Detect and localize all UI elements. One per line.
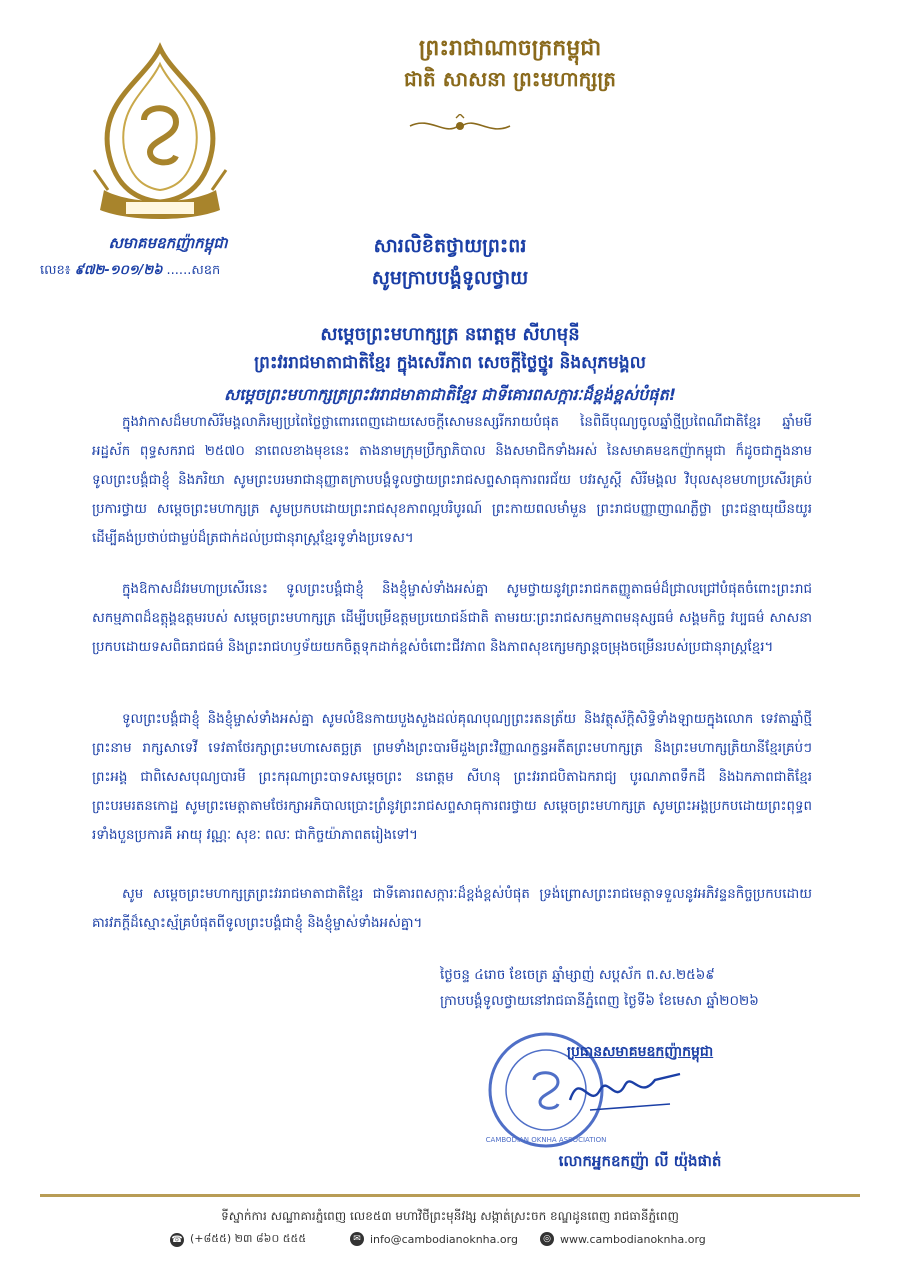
globe-icon: ◎ — [540, 1232, 554, 1246]
email-address[interactable]: info@cambodianoknha.org — [370, 1232, 518, 1246]
document-subtitle: សូមក្រាបបង្គំទូលថ្វាយ — [371, 267, 529, 289]
national-motto: ជាតិ សាសនា ព្រះមហាក្សត្រ — [404, 67, 616, 91]
body-paragraph-2: ក្នុងឱកាសដ៏វរមហាប្រសើរនេះ ទូលព្រះបង្គំជាខ្ញុំ និងខ្ញុំម្ចាស់ទាំងអស់គ្នា សូមថ្វាយនូវព្រះរាជកតញ្ញូតាធម៌ដ៏ជ្រាលជ្រៅបំផុតចំពោះព្រះរាជសកម្មភាពដ៏ឧត្ដុង្គឧត្ដមរបស់ សម្ដេចព្រះមហាក្សត្រ ដើម្បីបម្រើឧត្ដមប្រយោជន៍ជាតិ តាមរយៈព្រះរាជសកម្មភាពមនុស្សធម៌ សង្គមកិច្ច វប្បធម៌ សាសនា ប្រកបដោយទសពិធរាជធម៌ និងព្រះរាជហឫទ័យយកចិត្តទុកដាក់ខ្ពស់ចំពោះជីវភាព និងភាពសុខក្សេមក្សាន្តចម្រុងចម្រើនរបស់ប្រជានុរាស្ត្រខ្មែរ។ — [92, 582, 812, 655]
signatory-name: លោកអ្នកឧកញ៉ា លី យ៉ុងផាត់ — [558, 1152, 722, 1170]
website-url[interactable]: www.cambodianoknha.org — [560, 1232, 706, 1246]
body-paragraph-3: ទូលព្រះបង្គំជាខ្ញុំ និងខ្ញុំម្ចាស់ទាំងអស់គ្នា សូមលំឱនកាយបួងសួងដល់គុណបុណ្យព្រះរតនត្រ័យ និងវត្ថុស័ក្ដិសិទ្ធិទាំងឡាយក្នុងលោក ទេវតាឆ្នាំថ្មីព្រះនាម រាក្សសាទេវី ទេវតាថែរក្សាព្រះមហាសេតច្ឆត្រ ព្រមទាំងព្រះបារមីដួងព្រះវិញ្ញាណក្ខន្ធអតីតព្រះមហាក្សត្រ និងព្រះមហាក្សត្រិយានីខ្មែរគ្រប់ៗព្រះអង្គ ជាពិសេសបុណ្យបារមី ព្រះករុណាព្រះបាទសម្ដេចព្រះ នរោត្តម សីហនុ ព្រះវររាជបិតាឯករាជ្យ បូរណភាពទឹកដី និងឯកភាពជាតិខ្មែរ ព្រះបរមរតនកោដ្ឋ សូមព្រះមេត្តាតាមថែរក្សាអភិបាលប្រោះព្រំនូវព្រះរាជសព្ទសាធុការពរថ្វាយ សម្ដេចព្រះមហាក្សត្រ សូមព្រះអង្គប្រកបដោយព្រះពុទ្ធពរទាំងបួនប្រការគឺ អាយុ វណ្ណៈ សុខៈ ពលៈ ជាកិច្ចយ៉ាភាពតរៀងទៅ។ — [92, 712, 812, 843]
reference-suffix: សឧក — [191, 263, 221, 278]
handwritten-signature-icon — [560, 1060, 700, 1120]
phone-number: (+៨៥៥) ២៣ ៨៦០ ៥៥៥ — [190, 1232, 307, 1245]
website-contact[interactable] — [540, 1232, 706, 1246]
ornament-icon — [400, 114, 520, 138]
phone-contact — [170, 1232, 306, 1248]
recipient-line-2: ព្រះវររាជមាតាជាតិខ្មែរ ក្នុងសេរីភាព សេចក្ដីថ្លៃថ្នូរ និងសុភមង្គល — [254, 353, 646, 373]
footer-divider — [40, 1194, 860, 1197]
kingdom-title: ព្រះរាជាណាចក្រកម្ពុជា — [418, 36, 602, 61]
footer-contacts — [170, 1232, 750, 1254]
document-type: សារលិខិតថ្វាយព្រះពរ — [373, 235, 527, 257]
solar-date: ក្រាបបង្គំទូលថ្វាយនៅរាជធានីភ្នំពេញ ថ្ងៃទី៦ ខែមេសា ឆ្នាំ២០២៦ — [440, 993, 759, 1009]
reference-number: ៩៧២-១០១/២៦ — [74, 263, 163, 278]
phone-icon: ☎ — [171, 1235, 183, 1245]
svg-text:CAMBODIAN OKNHA ASSOCIATION: CAMBODIAN OKNHA ASSOCIATION — [486, 1136, 606, 1144]
reference-line: លេខ៖ ៩៧២-១០១/២៦ ......សឧក — [40, 263, 221, 278]
lunar-date: ថ្ងៃចន្ទ ៤រោច ខែចេត្រ ឆ្នាំម្សាញ់ សប្តស័ក ព.ស.២៥៦៩ — [440, 967, 715, 983]
association-logo-icon — [90, 40, 230, 235]
email-contact[interactable] — [350, 1232, 518, 1246]
body-paragraph-4: សូម សម្ដេចព្រះមហាក្សត្រព្រះវររាជមាតាជាតិខ្មែរ ជាទីគោរពសក្ការៈដ៏ខ្ពង់ខ្ពស់បំផុត ទ្រង់ព្រោសព្រះរាជមេត្តាទទួលនូវអភិវន្ទនកិច្ចប្រកបដោយគារវភក្ដីដ៏ស្មោះស្ម័គ្របំផុតពីទូលព្រះបង្គំជាខ្ញុំ និងខ្ញុំម្ចាស់ទាំងអស់គ្នា។ — [92, 887, 812, 931]
recipient-line-1: សម្ដេចព្រះមហាក្សត្រ នរោត្តម សីហមុនី — [320, 324, 580, 345]
footer-address: ទីស្នាក់ការ សណ្ឋាគារភ្នំពេញ លេខ៥៣ មហាវិថីព្រះមុនីវង្ស សង្កាត់ស្រះចក ខណ្ឌដូនពេញ រាជធានីភ្នំពេញ — [221, 1209, 679, 1223]
recipient-line-3: សម្ដេចព្រះមហាក្សត្រព្រះវររាជមាតាជាតិខ្មែរ ជាទីគោរពសក្ការៈដ៏ខ្ពង់ខ្ពស់បំផុត! — [223, 385, 677, 404]
reference-prefix: លេខ — [40, 263, 65, 278]
body-paragraph-1: ក្នុងវាកាសដ៏មហាសិរីមង្គលាភិរម្យប្រពៃថ្លៃថ្លាពោរពេញដោយសេចក្ដីសោមនស្សរីករាយបំផុត នៃពិធីបុណ្យចូលឆ្នាំថ្មីប្រពៃណីជាតិខ្មែរ ឆ្នាំមមី អដ្ឋស័ក ពុទ្ធសករាជ ២៥៧០ នាពេលខាងមុខនេះ តាងនាមក្រុមប្រឹក្សាភិបាល និងសមាជិកទាំងអស់ នៃសមាគមឧកញ៉ាកម្ពុជា ក៏ដូចជាក្នុងនាមទូលព្រះបង្គំជាខ្ញុំ និងភរិយា សូមព្រះបរមរាជានុញ្ញាតក្រាបបង្គំទូលថ្វាយព្រះរាជសព្ទសាធុការពរជ័យ បវរសួស្ដី សិរីមង្គល វិបុលសុខមហាប្រសើរគ្រប់ប្រការថ្វាយ សម្ដេចព្រះមហាក្សត្រ សូមប្រកបដោយព្រះរាជសុខភាពល្អបរិបូរណ៍ ព្រះកាយពលមាំមួន ព្រះរាជបញ្ញាញាណភ្លឺថ្លា ព្រះជន្មាយុយឺនយូរដើម្បីគង់ប្រថាប់ជាម្លប់ដ៏ត្រជាក់ដល់ប្រជានុរាស្ត្រខ្មែរទូទាំងប្រទេស។ — [92, 415, 812, 546]
email-icon: ✉ — [350, 1232, 364, 1246]
organization-name: សមាគមឧកញ៉ាកម្ពុជា — [108, 234, 228, 252]
signatory-title: ប្រធានសមាគមឧកញ៉ាកម្ពុជា — [566, 1044, 714, 1060]
